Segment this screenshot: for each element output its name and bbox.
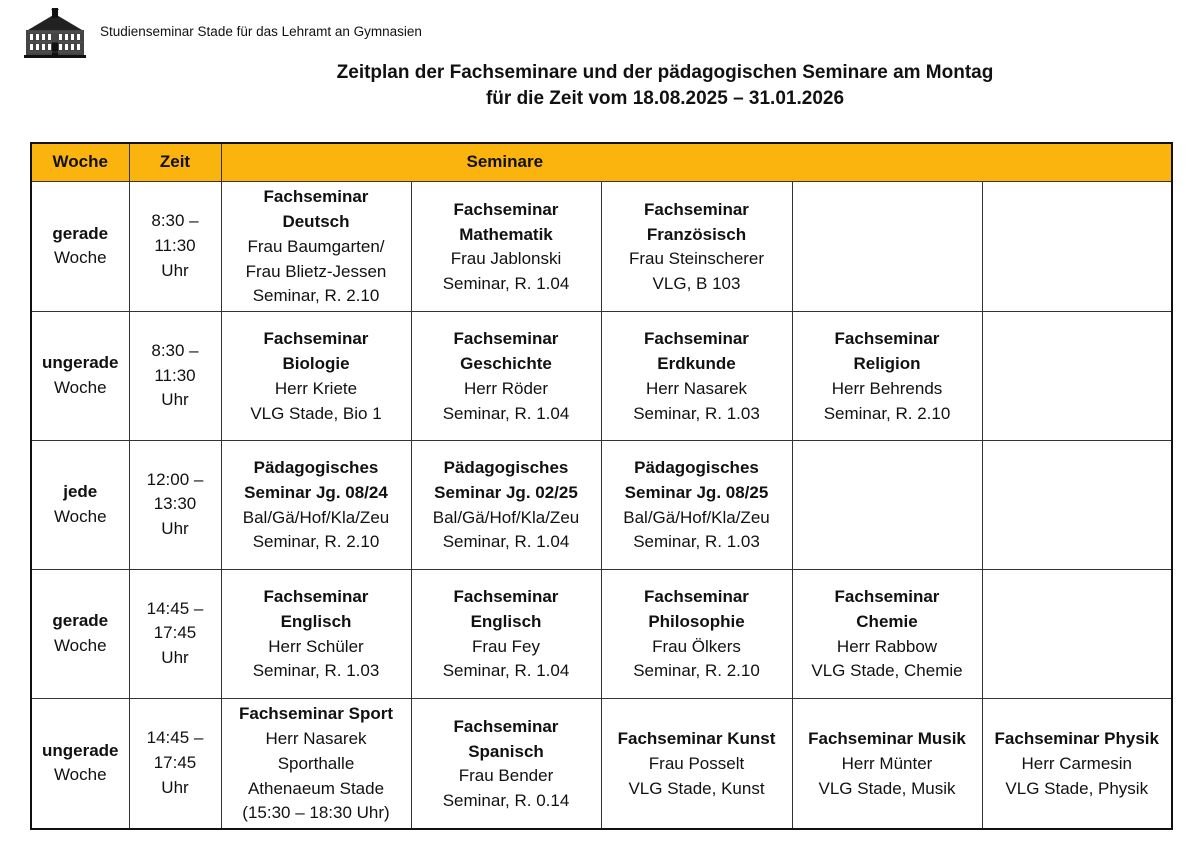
seminar-info: Herr Carmesin: [1021, 753, 1133, 773]
organization-name: Studienseminar Stade für das Lehramt an Gymnasien: [100, 24, 422, 39]
seminar-info: Herr Behrends: [831, 378, 943, 398]
seminar-cell: [411, 698, 601, 829]
seminar-info: VLG Stade, Bio 1: [250, 403, 382, 423]
seminar-cell: [411, 440, 601, 569]
zeit-line: Uhr: [161, 260, 189, 280]
zeit-cell: [129, 698, 221, 829]
seminar-title: Fachseminar: [453, 329, 559, 349]
seminar-info: Seminar, R. 1.03: [633, 403, 760, 423]
zeit-cell: [129, 181, 221, 311]
building-engraving-icon: [24, 8, 86, 58]
zeit-line: 13:30: [153, 494, 197, 514]
table-row: [31, 440, 1172, 569]
seminar-title: Deutsch: [282, 212, 350, 232]
seminar-info: VLG, B 103: [652, 273, 741, 293]
seminar-info: Herr Münter: [841, 753, 933, 773]
seminar-cell: [221, 440, 411, 569]
seminar-info: Seminar, R. 0.14: [442, 790, 570, 810]
seminar-info: Herr Schüler: [268, 636, 364, 656]
seminar-cell: [792, 181, 982, 311]
column-header-seminare: Seminare: [221, 143, 1172, 181]
seminar-title: Fachseminar: [644, 329, 749, 349]
woche-cell: [31, 569, 129, 698]
seminar-info: VLG Stade, Kunst: [628, 778, 765, 798]
woche-label: Woche: [53, 635, 107, 655]
seminar-title: Spanisch: [468, 741, 544, 761]
seminar-title: Pädagogisches: [443, 458, 569, 478]
column-header-zeit: Zeit: [129, 143, 221, 181]
seminar-title: Seminar Jg. 08/25: [624, 483, 769, 502]
zeit-line: 11:30: [154, 365, 196, 385]
woche-label: Woche: [53, 506, 107, 526]
column-header-woche: Woche: [31, 143, 129, 181]
woche-cell: [31, 311, 129, 440]
woche-cell: [31, 181, 129, 311]
seminar-cell: [982, 698, 1172, 829]
seminar-info: Seminar, R. 1.04: [442, 661, 570, 681]
seminar-cell: [601, 181, 792, 311]
seminar-info: Sporthalle: [277, 753, 355, 773]
seminar-info: Frau Baumgarten/: [247, 236, 385, 256]
zeit-line: 14:45 –: [146, 598, 204, 618]
seminar-info: Frau Blietz-Jessen: [245, 261, 387, 281]
seminar-info: Herr Röder: [463, 378, 549, 398]
seminar-title: Pädagogisches: [634, 458, 759, 478]
seminar-info: Frau Fey: [471, 636, 541, 656]
seminar-cell: [601, 311, 792, 440]
seminar-title: Philosophie: [648, 611, 745, 631]
woche-label: Woche: [53, 765, 107, 785]
woche-cell: [31, 440, 129, 569]
schedule-table: [30, 142, 1173, 830]
zeit-cell: [129, 569, 221, 698]
seminar-info: Seminar, R. 1.03: [633, 532, 760, 552]
seminar-cell: [221, 311, 411, 440]
seminar-title: Erdkunde: [657, 354, 736, 374]
seminar-info: Frau Posselt: [648, 753, 745, 773]
seminar-info: Seminar, R. 1.04: [442, 532, 570, 552]
seminar-title: Fachseminar: [644, 587, 749, 607]
woche-type: ungerade: [41, 740, 119, 760]
seminar-title: Fachseminar: [263, 187, 369, 207]
table-header-row: [31, 143, 1172, 181]
seminar-title: Fachseminar: [834, 587, 940, 607]
seminar-info: Frau Jablonski: [450, 249, 562, 269]
seminar-info: Frau Ölkers: [652, 636, 741, 656]
seminar-title: Fachseminar Sport: [239, 704, 393, 724]
seminar-title: Fachseminar: [453, 716, 559, 736]
zeit-line: 8:30 –: [151, 340, 199, 360]
seminar-title: Biologie: [282, 354, 350, 374]
zeit-cell: [129, 440, 221, 569]
seminar-title: Seminar Jg. 02/25: [434, 483, 578, 502]
seminar-info: Seminar, R. 1.03: [252, 661, 380, 681]
table-row: [31, 698, 1172, 829]
seminar-info: Herr Kriete: [274, 378, 358, 398]
seminar-info: Athenaeum Stade: [247, 778, 385, 798]
seminar-cell: [411, 181, 601, 311]
seminar-cell: [411, 311, 601, 440]
seminar-info: Bal/Gä/Hof/Kla/Zeu: [242, 507, 390, 527]
seminar-cell: [601, 698, 792, 829]
seminar-cell: [792, 569, 982, 698]
seminar-cell: [601, 440, 792, 569]
seminar-cell: [792, 311, 982, 440]
seminar-info: Seminar, R. 1.04: [442, 403, 570, 423]
seminar-title: Mathematik: [459, 224, 553, 244]
seminar-info: Frau Bender: [458, 766, 554, 786]
seminar-info: (15:30 – 18:30 Uhr): [242, 803, 390, 823]
seminar-cell: [982, 181, 1172, 311]
seminar-title: Fachseminar Physik: [994, 729, 1159, 749]
woche-label: Woche: [53, 248, 107, 268]
seminar-info: Seminar, R. 2.10: [252, 532, 380, 552]
seminar-info: VLG Stade, Physik: [1005, 778, 1149, 798]
seminar-cell: [982, 440, 1172, 569]
seminar-title: Fachseminar: [834, 329, 940, 349]
table-row: [31, 569, 1172, 698]
seminar-info: VLG Stade, Chemie: [811, 661, 963, 681]
seminar-cell: [411, 569, 601, 698]
seminar-info: Seminar, R. 2.10: [823, 403, 951, 423]
zeit-cell: [129, 311, 221, 440]
seminar-title: Pädagogisches: [253, 458, 379, 478]
seminar-cell: [221, 181, 411, 311]
seminar-cell: [221, 569, 411, 698]
seminar-info: VLG Stade, Musik: [818, 778, 956, 798]
seminar-info: Seminar, R. 2.10: [633, 661, 760, 681]
seminar-cell: [982, 569, 1172, 698]
seminar-title: Fachseminar: [453, 199, 559, 219]
seminar-cell: [221, 698, 411, 829]
seminar-info: Bal/Gä/Hof/Kla/Zeu: [623, 507, 770, 527]
seminar-cell: [792, 698, 982, 829]
zeit-line: Uhr: [161, 519, 189, 539]
seminar-title: Geschichte: [460, 354, 552, 374]
zeit-line: 14:45 –: [146, 728, 204, 748]
table-row: [31, 311, 1172, 440]
zeit-line: 8:30 –: [151, 211, 199, 231]
page-title: [0, 60, 1200, 112]
seminar-info: Seminar, R. 1.04: [442, 273, 570, 293]
seminar-title: Religion: [853, 354, 921, 374]
seminar-title: Fachseminar: [644, 199, 749, 219]
seminar-title: Chemie: [856, 611, 918, 631]
seminar-info: Frau Steinscherer: [628, 249, 765, 269]
seminar-title: Englisch: [280, 611, 352, 631]
woche-type: ungerade: [41, 353, 119, 373]
seminar-info: Seminar, R. 2.10: [252, 286, 380, 306]
seminar-title: Fachseminar Kunst: [617, 729, 776, 749]
woche-type: gerade: [52, 610, 109, 630]
seminar-info: Herr Nasarek: [265, 729, 367, 749]
woche-type: gerade: [52, 223, 109, 243]
seminar-title: Fachseminar: [263, 329, 369, 349]
title-line-2: für die Zeit vom 18.08.2025 – 31.01.2026: [485, 88, 845, 109]
seminar-cell: [792, 440, 982, 569]
zeit-line: 11:30: [154, 235, 196, 255]
zeit-line: 12:00 –: [146, 469, 204, 489]
seminar-info: Herr Rabbow: [836, 636, 938, 656]
seminar-cell: [601, 569, 792, 698]
seminar-title: Englisch: [470, 611, 542, 631]
zeit-line: 17:45: [153, 752, 197, 772]
zeit-line: 17:45: [153, 623, 197, 643]
seminar-title: Fachseminar Musik: [808, 729, 966, 749]
seminar-title: Fachseminar: [263, 587, 369, 607]
woche-cell: [31, 698, 129, 829]
table-row: [31, 181, 1172, 311]
seminar-cell: [982, 311, 1172, 440]
zeit-line: Uhr: [161, 390, 189, 410]
zeit-line: Uhr: [161, 777, 189, 797]
seminar-info: Herr Nasarek: [645, 378, 748, 398]
seminar-title: Seminar Jg. 08/24: [244, 483, 388, 502]
title-line-1: Zeitplan der Fachseminare und der pädagogischen Seminare am Montag: [336, 62, 994, 83]
woche-label: Woche: [53, 377, 107, 397]
seminar-title: Französisch: [646, 224, 747, 244]
seminar-info: Bal/Gä/Hof/Kla/Zeu: [432, 507, 580, 527]
seminar-title: Fachseminar: [453, 587, 559, 607]
woche-type: jede: [63, 482, 98, 501]
zeit-line: Uhr: [161, 647, 189, 667]
